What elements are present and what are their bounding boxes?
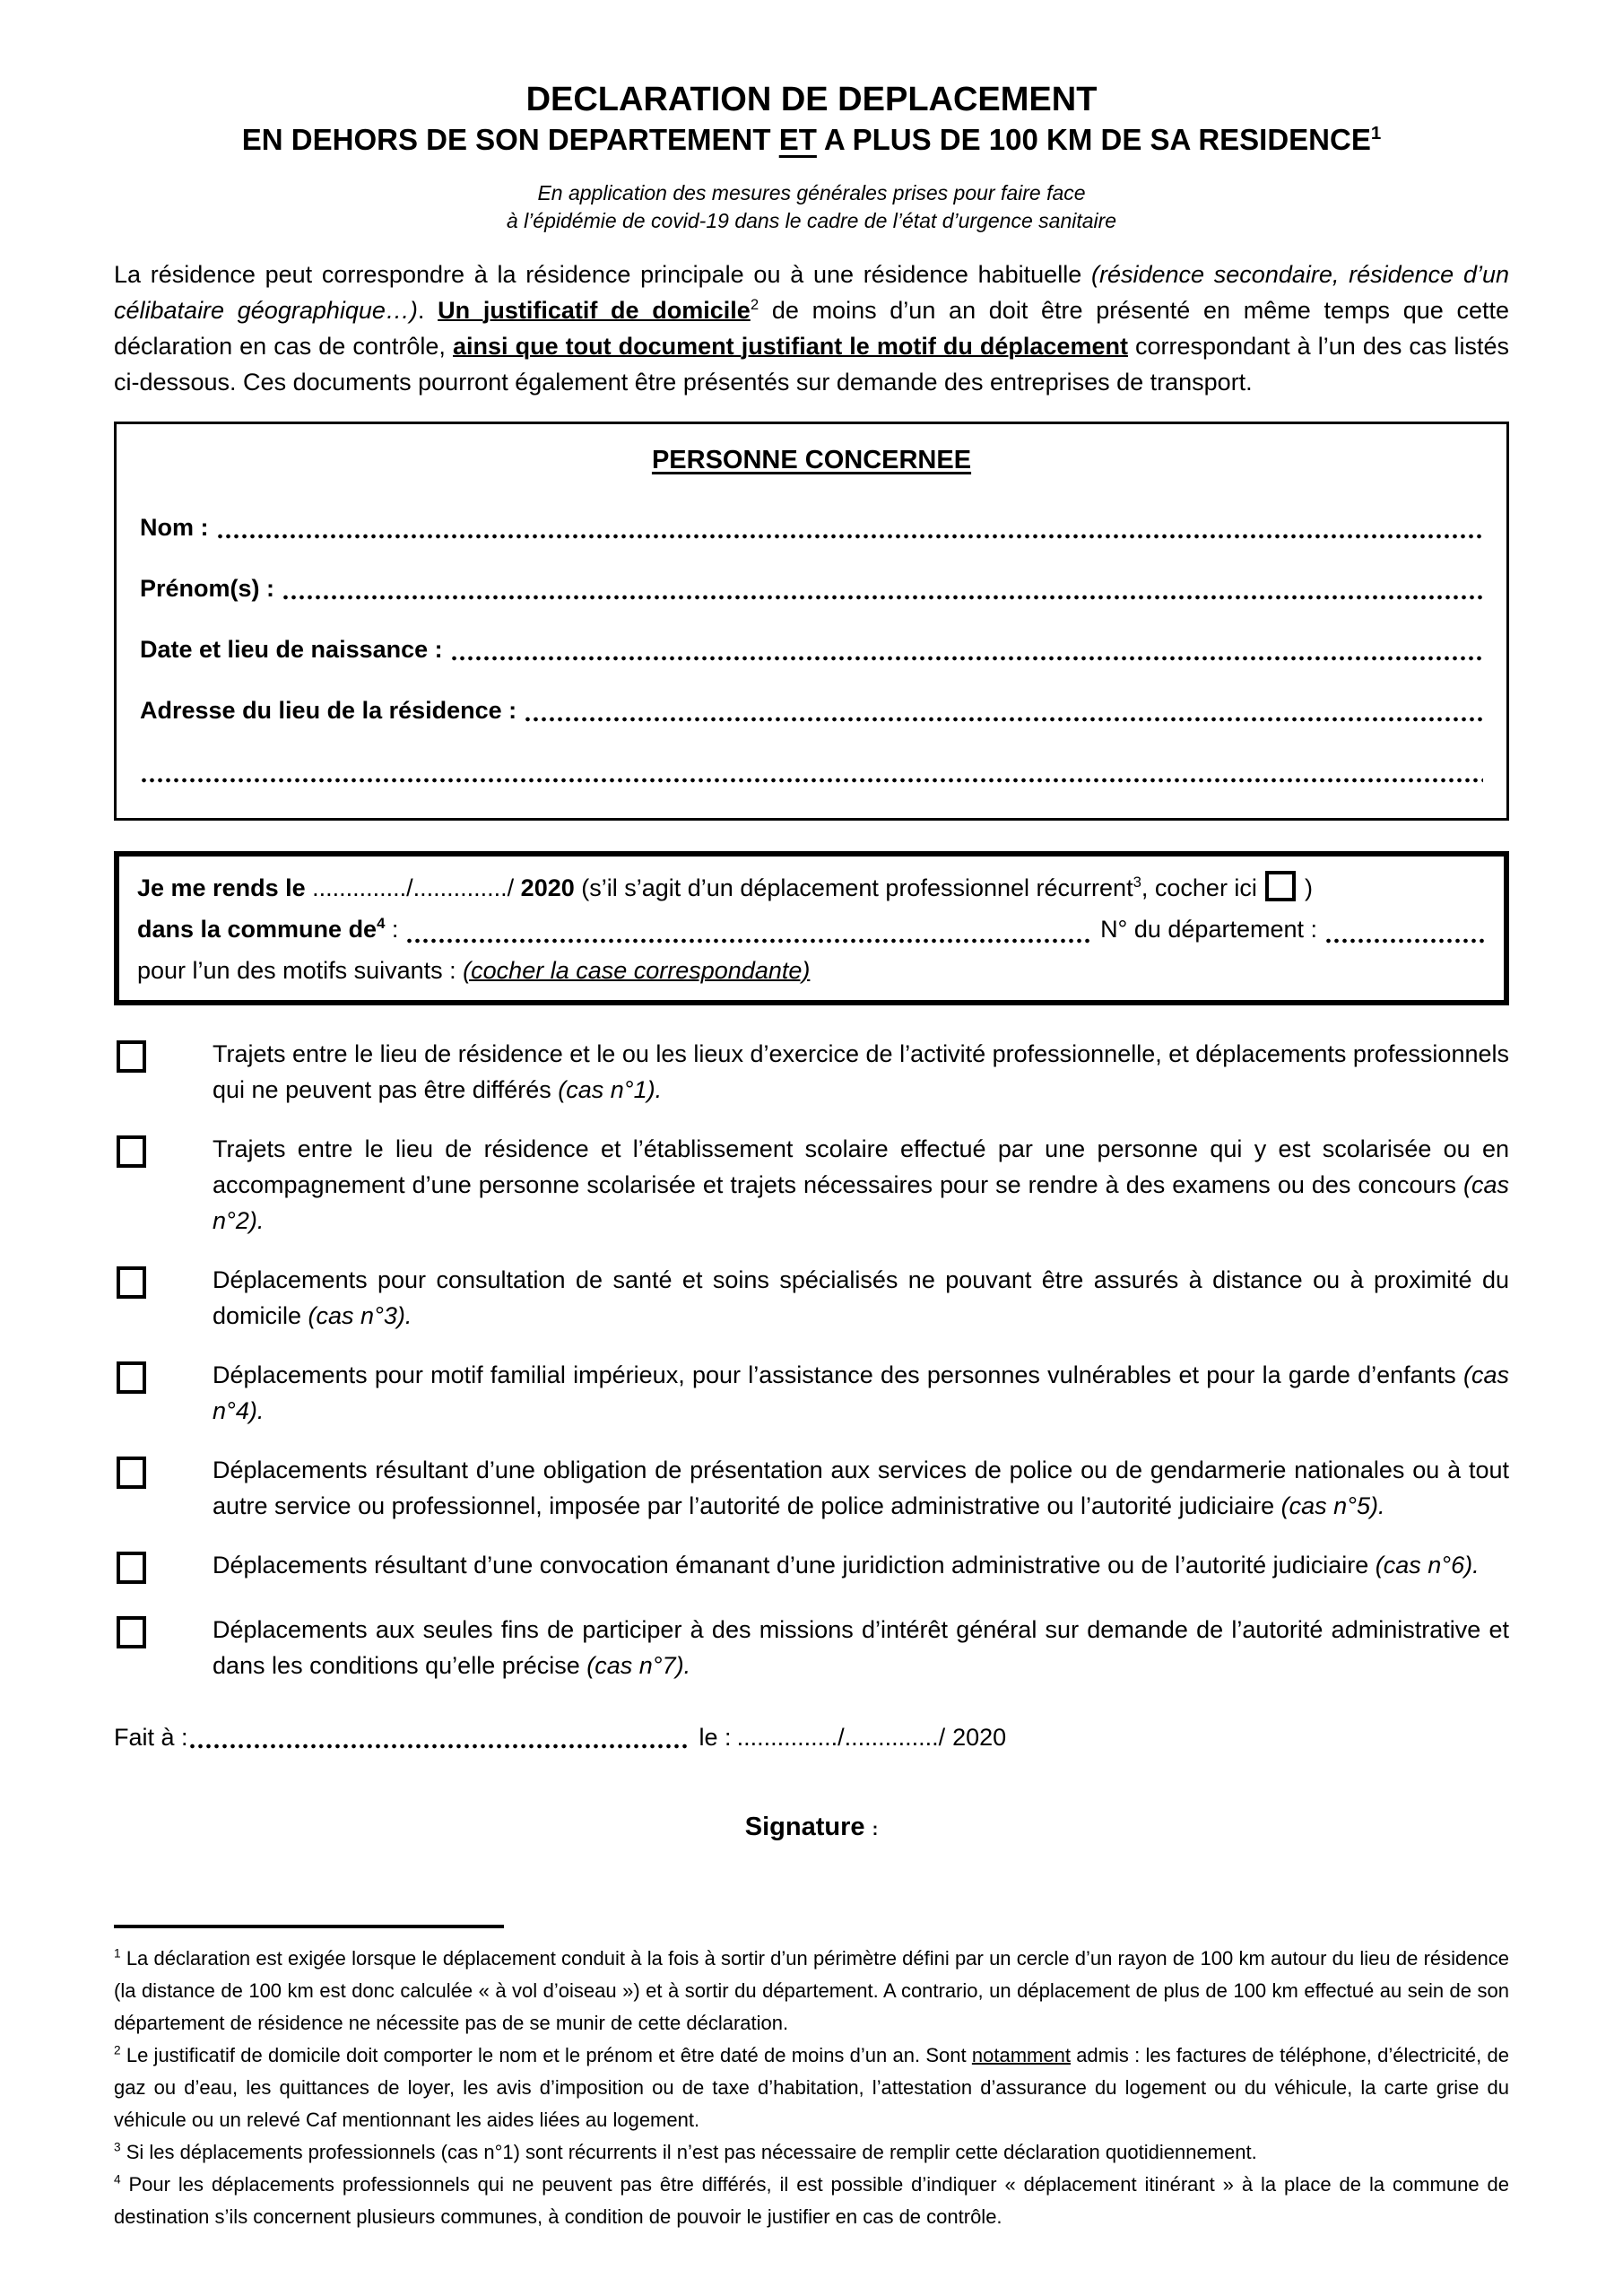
signature-colon: : <box>872 1820 879 1839</box>
field-row-nom <box>140 509 1483 545</box>
prenom-label: Prénom(s) : <box>140 575 275 602</box>
motif-checkbox-6[interactable] <box>117 1552 146 1584</box>
intro-document-emphasis: ainsi que tout document justifiant le motif du déplacement <box>453 333 1128 360</box>
intro-text: de moins d’un an doit être présenté en même temps que cette déclaration en cas de contrôle, <box>114 297 1510 360</box>
motif-text-6 <box>213 1547 1509 1588</box>
tagline <box>114 179 1509 235</box>
footnote-3 <box>114 2136 1509 2169</box>
motif-cas-ref: (cas n°5). <box>1280 1492 1385 1519</box>
motif-checkbox-cell <box>114 1452 213 1524</box>
motif-cas-ref: (cas n°4). <box>213 1361 1509 1424</box>
motif-description: Trajets entre le lieu de résidence et l’établissement scolaire effectué par une personne qui y est scolarisée ou en accompagnement d’une personne scolarisée et trajets nécessaires pour se rendre à des examens ou des concours <box>213 1135 1509 1198</box>
motif-item-7 <box>114 1612 1509 1683</box>
motif-description: Déplacements aux seules fins de participer à des missions d’intérêt général sur demande de l’autorité administrative et dans les conditions qu’elle précise <box>213 1616 1509 1679</box>
prenom-field[interactable] <box>282 595 1483 600</box>
motif-description: Trajets entre le lieu de résidence et le ou les lieux d’exercice de l’activité professionnelle, et déplacements professionnels qui ne peuvent pas être différés <box>213 1040 1509 1103</box>
adresse-field[interactable] <box>524 717 1483 722</box>
footnote-underlined-word: notamment <box>971 2044 1071 2066</box>
trip-motifs-label: pour l’un des motifs suivants : <box>137 957 464 984</box>
motif-checkbox-4[interactable] <box>117 1361 146 1394</box>
motif-cas-ref: (cas n°7). <box>586 1652 691 1679</box>
fait-a-line <box>114 1719 1509 1755</box>
footnote-marker-2: 2 <box>114 2043 121 2057</box>
footnote-separator <box>114 1925 504 1928</box>
trip-departement-label: N° du département : <box>1100 916 1317 943</box>
motif-text-4 <box>213 1357 1509 1429</box>
footnote-text: La déclaration est exigée lorsque le déplacement conduit à la fois à sortir d’un périmètre défini par un cercle d’un rayon de 100 km autour du lieu de résidence (la distance de 100 km est donc calculée « à vol d’oiseau ») et à sortir du département. A contrario, un déplacement de plus de 100 km effectué au sein de son département de résidence ne nécessite pas de se munir de cette déclaration. <box>114 1947 1509 2034</box>
footnote-text: Si les déplacements professionnels (cas n°1) sont récurrents il n’est pas nécessaire de remplir cette déclaration quotidiennement. <box>120 2141 1257 2163</box>
trip-commune-line <box>137 909 1486 950</box>
intro-italic-note: (résidence secondaire, résidence d’un célibataire géographique…) <box>114 261 1509 324</box>
intro-paragraph <box>114 257 1509 400</box>
field-row-adresse-line2 <box>140 753 1483 789</box>
person-section-title: PERSONNE CONCERNEE <box>651 446 972 474</box>
motif-checkbox-cell <box>114 1262 213 1334</box>
footnote-4 <box>114 2169 1509 2233</box>
footnote-ref-4: 4 <box>377 915 386 932</box>
trip-motifs-line <box>137 950 1486 991</box>
trip-date-label: Je me rends le <box>137 874 313 901</box>
motif-cas-ref: (cas n°3). <box>308 1302 412 1329</box>
trip-cocher-ici-label: , cocher ici <box>1141 874 1264 901</box>
motif-item-4 <box>114 1357 1509 1429</box>
footnote-ref-2: 2 <box>750 296 759 313</box>
footnote-marker-3: 3 <box>114 2140 121 2154</box>
field-row-adresse <box>140 692 1483 728</box>
motif-cas-ref: (cas n°1). <box>558 1076 663 1103</box>
trip-commune-field[interactable] <box>405 938 1091 944</box>
trip-recurrent-note: (s’il s’agit d’un déplacement professionnel récurrent <box>581 874 1133 901</box>
motif-item-5 <box>114 1452 1509 1524</box>
fait-a-field[interactable] <box>188 1744 690 1749</box>
signature-block <box>114 1813 1509 1842</box>
motif-checkbox-cell <box>114 1357 213 1429</box>
motif-description: Déplacements résultant d’une convocation émanant d’une juridiction administrative ou de l’autorité judiciaire <box>213 1552 1376 1578</box>
motif-item-6 <box>114 1547 1509 1588</box>
motif-description: Déplacements résultant d’une obligation de présentation aux services de police ou de gendarmerie nationales ou à tout autre service ou professionnel, imposée par l’autorité de police administrative ou l’autorité judiciaire <box>213 1457 1509 1519</box>
naissance-label: Date et lieu de naissance : <box>140 636 443 663</box>
motif-description: Déplacements pour consultation de santé et soins spécialisés ne pouvant être assurés à distance ou à proximité du domicile <box>213 1266 1509 1329</box>
footnote-ref-3: 3 <box>1133 874 1141 891</box>
motif-item-1 <box>114 1036 1509 1108</box>
motif-checkbox-cell <box>114 1547 213 1588</box>
motif-text-2 <box>213 1131 1509 1239</box>
trip-motifs-instruction: (cocher la case correspondante) <box>463 957 811 984</box>
footnote-1 <box>114 1943 1509 2039</box>
intro-text: La résidence peut correspondre à la résidence principale ou à une résidence habituelle <box>114 261 1091 288</box>
page-subtitle <box>114 120 1509 160</box>
footnote-text: Pour les déplacements professionnels qui ne peuvent pas être différés, il est possible d’indiquer « déplacement itinérant » à la place de la commune de destination s’ils concernent plusieurs communes, à condition de pouvoir le justifier en cas de contrôle. <box>114 2173 1509 2228</box>
footnote-marker-1: 1 <box>114 1946 121 1961</box>
motif-text-3 <box>213 1262 1509 1334</box>
motif-checkbox-7[interactable] <box>117 1616 146 1648</box>
motif-checkbox-5[interactable] <box>117 1457 146 1489</box>
motif-checkbox-cell <box>114 1036 213 1108</box>
motif-checkbox-cell <box>114 1131 213 1239</box>
trip-month-field[interactable]: ............../ <box>412 874 521 901</box>
nom-label: Nom : <box>140 514 209 541</box>
trip-close-paren: ) <box>1298 874 1313 901</box>
subtitle-segment: EN DEHORS DE SON DEPARTEMENT <box>241 123 779 156</box>
footnote-ref-1: 1 <box>1370 123 1382 144</box>
motif-checkbox-3[interactable] <box>117 1266 146 1299</box>
trip-departement-field[interactable] <box>1324 938 1486 944</box>
tagline-line2: à l’épidémie de covid-19 dans le cadre de l’état d’urgence sanitaire <box>506 209 1117 232</box>
page-title: DECLARATION DE DEPLACEMENT <box>525 81 1098 118</box>
motif-cas-ref: (cas n°2). <box>213 1171 1509 1234</box>
motif-cas-ref: (cas n°6). <box>1375 1552 1480 1578</box>
footnote-marker-4: 4 <box>114 2172 121 2187</box>
fait-month-field[interactable]: ............../ <box>844 1724 946 1751</box>
recurrent-checkbox[interactable] <box>1265 871 1296 901</box>
trip-declaration-section <box>114 851 1509 1005</box>
footnote-text: admis : les factures de téléphone, d’électricité, de gaz ou d’eau, les quittances de loyer, les avis d’imposition ou de taxe d’habitation, l’attestation d’assurance du logement ou du véhicule, la carte grise du véhicule ou un relevé Caf mentionnant les aides liées au logement. <box>114 2044 1509 2131</box>
motif-checkbox-cell <box>114 1612 213 1683</box>
trip-commune-label-group <box>137 909 405 950</box>
motif-text-7 <box>213 1612 1509 1683</box>
motif-item-3 <box>114 1262 1509 1334</box>
subtitle-segment: A PLUS DE 100 KM DE SA RESIDENCE <box>816 123 1371 156</box>
subtitle-et-underlined: ET <box>778 123 817 156</box>
nom-field[interactable] <box>216 534 1484 539</box>
field-row-naissance <box>140 631 1483 667</box>
motif-description: Déplacements pour motif familial impérieux, pour l’assistance des personnes vulnérables et pour la garde d’enfants <box>213 1361 1463 1388</box>
adresse-label: Adresse du lieu de la résidence : <box>140 697 517 724</box>
motif-text-5 <box>213 1452 1509 1524</box>
motif-checkbox-1[interactable] <box>117 1040 146 1073</box>
tagline-line1: En application des mesures générales prises pour faire face <box>537 181 1086 204</box>
signature-label: Signature <box>744 1813 865 1841</box>
naissance-field[interactable] <box>450 656 1483 661</box>
fait-day-field[interactable]: .............../ <box>736 1724 845 1751</box>
trip-date-line <box>137 867 1486 909</box>
person-section <box>114 422 1509 821</box>
trip-day-field[interactable]: ............../ <box>312 874 413 901</box>
trip-commune-label: dans la commune de <box>137 916 378 943</box>
fait-year: 2020 <box>952 1724 1007 1751</box>
footnote-text: Le justificatif de domicile doit comporter le nom et le prénom et être daté de moins d’un an. Sont <box>120 2044 972 2066</box>
motif-text-1 <box>213 1036 1509 1108</box>
motif-checkbox-2[interactable] <box>117 1135 146 1168</box>
motifs-list <box>114 1036 1509 1683</box>
field-row-prenom <box>140 570 1483 606</box>
fait-a-label: Fait à : <box>114 1724 188 1751</box>
le-label: le : <box>699 1724 732 1751</box>
adresse-field-line2[interactable] <box>140 778 1483 783</box>
intro-justificatif-emphasis: Un justificatif de domicile <box>438 297 751 324</box>
trip-commune-colon: : <box>385 916 399 943</box>
footnote-2 <box>114 2039 1509 2136</box>
intro-text: correspondant à l’un des cas listés ci-dessous. Ces documents pourront également être présentés sur demande des entreprises de transport. <box>114 333 1510 396</box>
trip-year: 2020 <box>520 874 582 901</box>
motif-item-2 <box>114 1131 1509 1239</box>
intro-text: . <box>417 297 438 324</box>
